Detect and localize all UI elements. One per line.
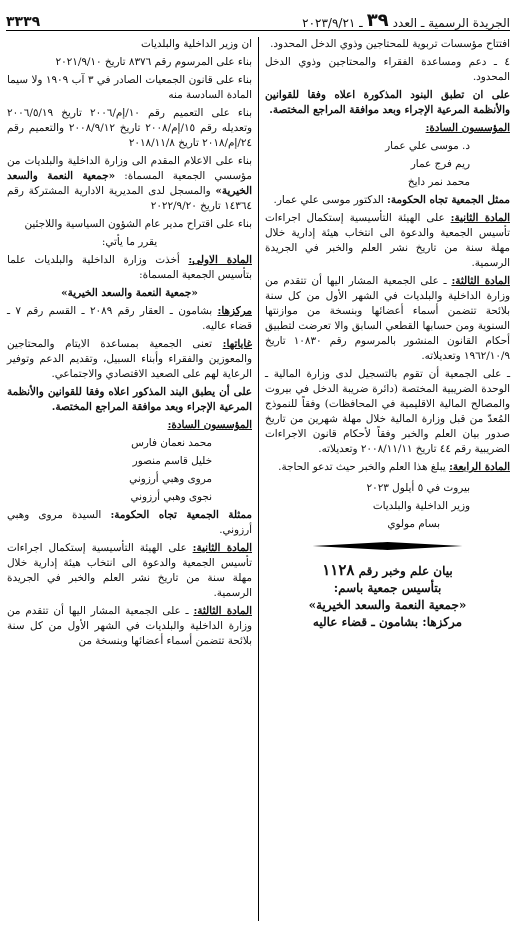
- goals: [7, 337, 252, 382]
- paragraph: بناء على اقتراح مدير عام الشؤون السياسية واللاجئين: [24, 218, 252, 230]
- issue-number: ٣٩: [366, 10, 389, 31]
- text-span: بناء على الاعلام المقدم الى وزارة الداخلية والبلديات من مؤسسي الجمعية المسماة:: [7, 155, 252, 182]
- founder-name: د. موسى علي عمار: [385, 140, 470, 152]
- paragraph-bold: على أن يطبق البند المذكور اعلاه وفقا للقوانين والأنظمة المرعية الإجراء وبعد موافقة المراجع المختصة.: [7, 386, 252, 413]
- paragraph: افتتاح مؤسسات تربوية للمحتاجين وذوي الدخل المحدود.: [270, 38, 510, 50]
- representative: [265, 193, 510, 208]
- association-name: «جمعية النعمة والسعد الخيرية»: [61, 287, 198, 299]
- founder-name: محمد نمر دايخ: [407, 176, 470, 188]
- article-text: على الهيئة التأسيسية إستكمال اجراءات تأسيس الجمعية والدعوة الى انتخاب هيئة إدارية خلال مهلة سنة من تاريخ نشر العلم والخبر في الجريدة الرسمية.: [265, 212, 510, 269]
- association-name: «جمعية النعمة والسعد الخيرية»: [7, 170, 253, 197]
- article-2: [7, 541, 252, 601]
- article-label: المادة الثالثة:: [193, 605, 252, 617]
- rep-label: ممثل الجمعية تجاه الحكومة:: [387, 194, 510, 206]
- article-2: [265, 211, 510, 271]
- article-label: المادة الثانية:: [450, 212, 510, 224]
- rep-value: الدكتور موسى علي عمار.: [273, 194, 384, 206]
- right-column: [259, 31, 510, 921]
- left-column: [7, 31, 258, 921]
- founder-name: نجوى وهبي أرزوني: [130, 491, 212, 503]
- paragraph: بناء على المرسوم رقم ٨٣٧٦ تاريخ ٢٠٢١/٩/١٠: [55, 56, 252, 68]
- paragraph: [7, 154, 252, 214]
- page-number: ٣٣٣٩: [6, 14, 41, 30]
- founders-label: المؤسسون السادة:: [167, 419, 252, 431]
- founder-name: مروى وهبي أرزوني: [129, 473, 212, 485]
- header-journal: [302, 12, 510, 30]
- decides-heading: يقرر ما يأتي:: [101, 236, 158, 248]
- announcement-title: [265, 562, 510, 631]
- hq-label: مركزها:: [217, 305, 252, 317]
- signature-place-date: بيروت في ٥ أيلول ٢٠٢٣: [366, 482, 470, 494]
- paragraph: ٤ ـ دعم ومساعدة الفقراء والمحتاجين وذوي الدخل المحدود.: [265, 56, 510, 83]
- article-text: ـ على الجمعية المشار اليها أن تتقدم من وزارة الداخلية والبلديات في الشهر الأول من كل سنة بلائحة تتضمن أسماء أعضائها وبنسخة من: [7, 605, 252, 647]
- article-label: المادة الاولى:: [188, 254, 252, 266]
- two-column-body: [6, 31, 510, 921]
- column-separator: [258, 37, 259, 921]
- representative: [7, 508, 252, 538]
- article-label: المادة الثانية:: [192, 542, 252, 554]
- rep-value: السيدة مروى وهبي أرزوني.: [7, 509, 252, 536]
- paragraph-bold: على ان تطبق البنود المذكورة اعلاه وفقا للقوانين والأنظمة المرعية الإجراء وبعد موافقة المراجع المختصة.: [265, 89, 510, 116]
- goals-label: غاياتها:: [222, 338, 252, 350]
- article-3-tax: ـ على الجمعية أن تقوم بالتسجيل لدى وزارة المالية ـ الوحدة الضريبية المختصة (دائرة ضريبة الدخل في بيروت والمصالح المالية الاقليمية في المحافظات) وفقاً للنموذج المُعدّ من قبل وزارة المالية خلال مهلة شهرين من تاريخ صدور بيان العلم والخبر وفقاً لأحكام قانون الاجراءات الضريبية رقم ٤٤ تاريخ ٢٠٠٨/١١/١١ وتعديلاته.: [265, 368, 510, 455]
- article-text: يبلغ هذا العلم والخبر حيث تدعو الحاجة.: [278, 461, 446, 473]
- article-1: [7, 253, 252, 283]
- founder-name: خليل قاسم منصور: [132, 455, 212, 467]
- founder-name: محمد نعمان فارس: [131, 437, 212, 449]
- article-label: المادة الرابعة:: [449, 461, 510, 473]
- hq-value: بشامون ـ العقار رقم ٢٠٨٩ ـ القسم رقم ٧ ـ قضاء عاليه.: [7, 305, 252, 332]
- announcement-line3: «جمعية النعمة والسعد الخيرية»: [308, 598, 467, 612]
- article-label: المادة الثالثة:: [451, 275, 510, 287]
- text-span: والمسجل لدى المديرية الادارية المشتركة رقم ١٤٣٦٤ تاريخ ٢٠٢٢/٩/٢٠: [7, 185, 252, 212]
- announcement-number: ١١٢٨: [322, 561, 355, 579]
- rep-label: ممثلة الجمعية تجاه الحكومة:: [110, 509, 252, 521]
- article-text: على الهيئة التأسيسية إستكمال اجراءات تأسيس الجمعية والدعوة الى انتخاب هيئة إدارية خلال مهلة سنة من تاريخ نشر العلم والخبر في الجريدة الرسمية.: [7, 542, 252, 599]
- article-4: [265, 460, 510, 475]
- founder-name: ريم فرج عمار: [410, 158, 470, 170]
- section-divider: [265, 542, 510, 550]
- paragraph: بناء على قانون الجمعيات الصادر في ٣ آب ١٩٠٩ ولا سيما المادة السادسة منه: [7, 74, 252, 101]
- article-text: أخذت وزارة الداخلية والبلديات علما بتأسيس الجمعية المسماة:: [7, 254, 252, 281]
- issue-date: ـ ٢٠٢٣/٩/٢١: [302, 16, 363, 30]
- article-3: [7, 604, 252, 649]
- journal-name: الجريدة الرسمية ـ العدد: [392, 16, 510, 30]
- founders-label: المؤسسون السادة:: [425, 122, 510, 134]
- goals-value: تعنى الجمعية بمساعدة الايتام والمحتاجين والمعوزين والفقراء وأبناء السبيل، وتقديم الدعم وتوفير الرعاية لهم على الصعيد الاقتصادي والاجتماعي.: [7, 338, 252, 380]
- article-3: [265, 274, 510, 364]
- page-header: [6, 4, 510, 31]
- announcement-line4: مركزها: بشامون ـ قضاء عاليه: [312, 615, 463, 629]
- paragraph: بناء على التعميم رقم ١٠/إم/٢٠٠٦ تاريخ ٢٠٠٦/٥/١٩ وتعديله رقم ١٥/إم/٢٠٠٨ تاريخ ٢٠٠٨/٩/١٢ والتعميم رقم ٢٤/إم/٢٠١٨ تاريخ ٢٠١٨/١١/٨: [7, 107, 252, 149]
- announcement-line2: بتأسيس جمعية باسم:: [333, 581, 442, 595]
- signature-name: بسام مولوي: [387, 518, 440, 530]
- headquarters: [7, 304, 252, 334]
- paragraph: ان وزير الداخلية والبلديات: [141, 38, 252, 50]
- article-text: ـ على الجمعية المشار اليها أن تتقدم من وزارة الداخلية والبلديات في الشهر الأول من كل سنة بلائحة تتضمن أسماء أعضائها وبنسخة من موازنتها السنوية ومن حسابها القطعي السابق والا تعرضت لتطبيق أحكام القانون المنشور بالمرسوم رقم ١٠٨٣٠ تاريخ ١٩٦٢/١٠/٩ وتعديلاته.: [265, 275, 511, 362]
- signature-title: وزير الداخلية والبلديات: [372, 500, 470, 512]
- announcement-line1: بيان علم وخبر رقم: [358, 564, 453, 578]
